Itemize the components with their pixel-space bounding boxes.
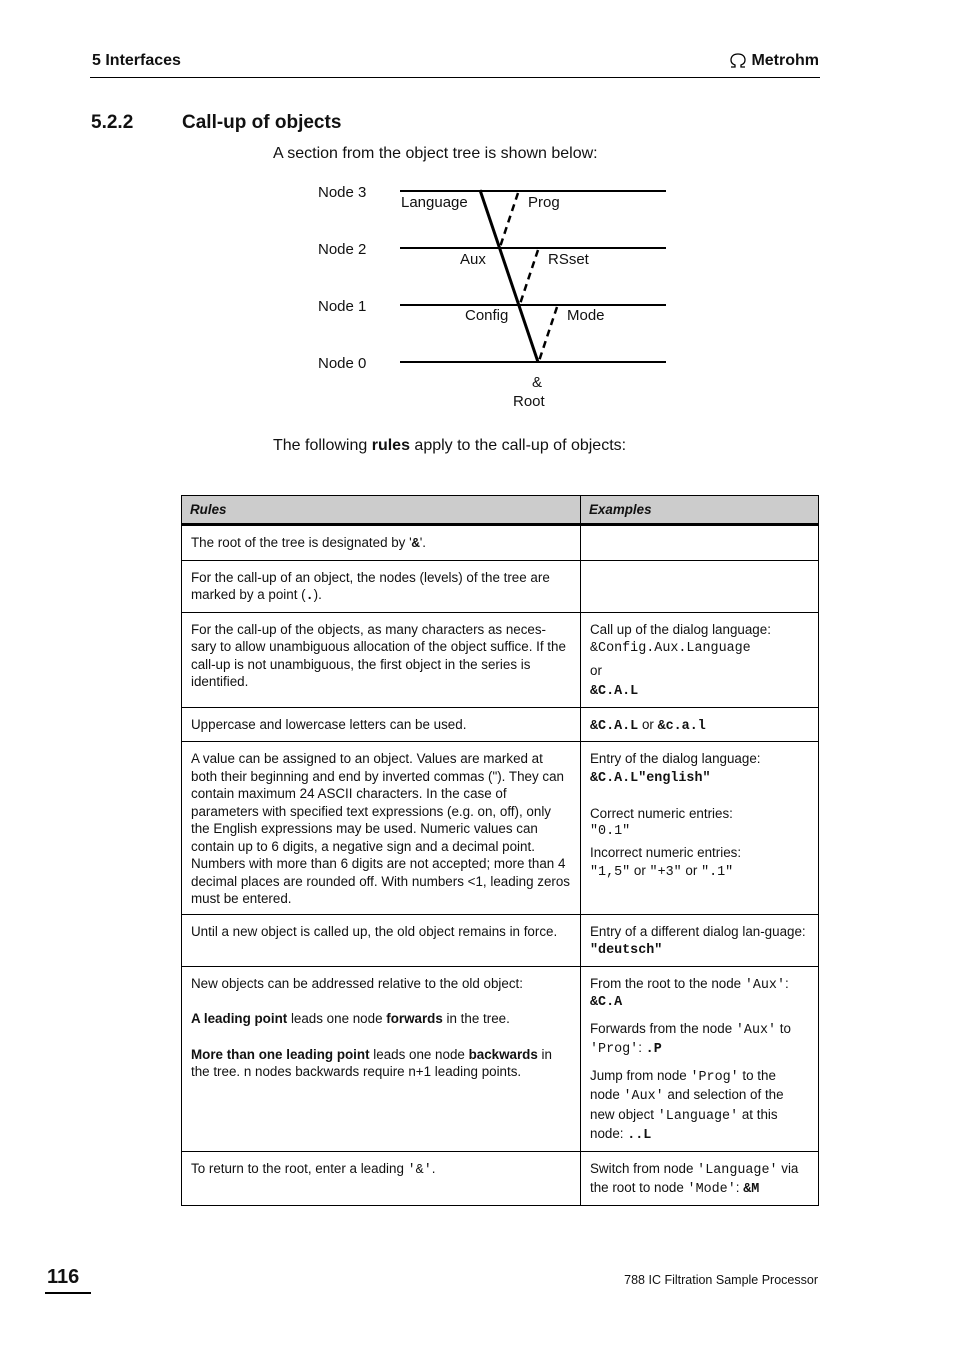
rule-bold: forwards — [386, 1011, 443, 1026]
example-cell — [581, 525, 819, 561]
rule-text: For the call-up of an object, the nodes (levels) of the tree are marked by a point ( — [191, 569, 550, 602]
example-text: : — [785, 975, 789, 991]
rule-cell: A value can be assigned to an object. Values are marked at both their beginning and end by inverted commas ("). They can contain maximum 24 ASCII characters. In the case of parameters with specified text expressions (e.g. on, off), only the English expressions may be used. Numeric values can contain up to 6 digits, a negative sign and a decimal point. Numbers with more than 6 digits are not accepted; more than 4 decimal places are rounded off. With numbers <1, leading zeros must be entered. — [182, 742, 581, 915]
code-text: 'Prog' — [590, 1042, 639, 1057]
example-text: via the root to node — [590, 1160, 799, 1195]
col-header-rules: Rules — [182, 496, 581, 525]
brand-name: Metrohm — [751, 52, 819, 69]
rule-cell: Uppercase and lowercase letters can be used. — [182, 707, 581, 742]
rule-cell — [182, 1151, 581, 1205]
table-row — [182, 560, 819, 612]
node-1-label: Node 1 — [318, 298, 367, 315]
table-row — [182, 1151, 819, 1205]
rule-cell — [182, 560, 581, 612]
code-text: &M — [743, 1182, 760, 1197]
rule-cell — [182, 966, 581, 1151]
code-text: &C.A — [590, 995, 623, 1010]
rule-cell: For the call-up of the objects, as many characters as neces-sary to allow unambiguous allocation of the object suffice. If the call-up is not unambiguous, the first object in the series is identified. — [182, 612, 581, 707]
code-text: "deutsch" — [590, 943, 663, 958]
rules-intro-post: apply to the call-up of objects: — [409, 437, 627, 454]
rules-intro-bold: rules — [371, 437, 410, 454]
table-header-row — [182, 496, 819, 525]
chapter-header: 5 Interfaces — [92, 52, 181, 69]
table-row — [182, 966, 819, 1151]
example-text: : — [638, 1040, 646, 1055]
code-text: 'Aux' — [623, 1089, 664, 1104]
example-text: at this node: — [590, 1106, 778, 1141]
tree-root-symbol: & — [532, 374, 543, 391]
tree-root: Root — [513, 393, 545, 410]
tree-aux: Aux — [460, 251, 486, 268]
code-text: .P — [645, 1042, 662, 1057]
code-text: &C.A.L — [590, 718, 639, 734]
rule-text: in the tree. — [442, 1011, 510, 1026]
example-text: From the root to the node — [590, 975, 745, 991]
rule-text: '. — [419, 535, 426, 550]
code-text: '&' — [407, 1162, 432, 1178]
table-row — [182, 525, 819, 561]
section-number: 5.2.2 — [91, 112, 134, 133]
section-title: Call-up of objects — [182, 112, 342, 133]
example-text: or — [638, 716, 658, 732]
header-rule — [90, 77, 820, 78]
rule-text: . — [431, 1160, 436, 1176]
example-cell — [581, 612, 819, 707]
code-text: 'Prog' — [690, 1069, 739, 1085]
example-text: to — [776, 1020, 791, 1036]
example-text: and selection of the new object — [590, 1087, 784, 1122]
code-text: . — [305, 589, 314, 604]
example-text: Switch from node — [590, 1160, 698, 1176]
example-line — [590, 1067, 809, 1145]
example-cell — [581, 742, 819, 915]
table-row — [182, 707, 819, 742]
rule-text: To return to the root, enter a leading — [191, 1160, 408, 1176]
tree-prog: Prog — [528, 194, 560, 211]
code-text: & — [411, 537, 420, 552]
rule-text: leads one node — [369, 1046, 469, 1062]
code-text: 'Mode' — [687, 1182, 736, 1197]
brand-logo — [729, 52, 819, 70]
rule-line — [191, 1046, 571, 1081]
code-text: "0.1" — [590, 823, 631, 839]
rule-line — [191, 1010, 571, 1028]
code-text: 'Aux' — [735, 1022, 777, 1038]
example-line — [590, 975, 809, 995]
node-2-label: Node 2 — [318, 241, 367, 258]
example-line — [590, 862, 809, 882]
example-cell — [581, 914, 819, 966]
table-row — [182, 914, 819, 966]
code-text: 'Aux' — [744, 977, 786, 993]
rule-bold: backwards — [468, 1046, 538, 1062]
page-number: 116 — [47, 1266, 80, 1288]
example-cell — [581, 707, 819, 742]
example-text: or — [590, 662, 602, 678]
code-text: 'Language' — [657, 1108, 739, 1124]
example-line — [590, 1020, 809, 1059]
tree-branches — [300, 175, 700, 420]
tree-config: Config — [465, 307, 509, 324]
example-text: Correct numeric entries: — [590, 806, 733, 821]
code-text: &Config.Aux.Language — [590, 641, 751, 656]
example-text: Jump from node — [590, 1067, 691, 1083]
page-number-rule — [45, 1292, 91, 1294]
example-cell — [581, 966, 819, 1151]
example-text: or — [681, 862, 702, 878]
rule-text: The root of the tree is designated by ' — [191, 535, 412, 550]
code-text: ".1" — [701, 864, 734, 880]
tree-language: Language — [401, 194, 468, 211]
intro-text: A section from the object tree is shown below: — [273, 145, 598, 162]
example-text: Entry of the dialog language: — [590, 751, 761, 766]
rules-intro-text — [273, 437, 626, 455]
example-cell — [581, 1151, 819, 1205]
code-text: "1,5" — [590, 864, 631, 880]
example-text: to the node — [590, 1067, 776, 1102]
example-text: Entry of a different dialog lan-guage: — [590, 923, 806, 939]
rule-text: New objects can be addressed relative to the old object: — [191, 975, 523, 991]
code-text: "+3" — [649, 864, 682, 880]
code-text: &c.a.l — [657, 718, 706, 734]
node-3-label: Node 3 — [318, 184, 367, 201]
rules-table — [181, 495, 819, 1206]
omega-logo-icon — [729, 53, 747, 69]
code-text: &C.A.L — [590, 684, 639, 699]
code-text: 'Language' — [697, 1162, 778, 1178]
rules-intro-pre: The following — [273, 437, 372, 454]
example-text: or — [630, 862, 650, 878]
node-0-label: Node 0 — [318, 355, 367, 372]
rule-bold: A leading point — [191, 1011, 288, 1026]
example-text: : — [735, 1180, 744, 1195]
rule-text: in the tree. n nodes backwards require n+1 leading points. — [191, 1046, 552, 1079]
table-row — [182, 742, 819, 915]
footer-product: 788 IC Filtration Sample Processor — [624, 1273, 818, 1287]
tree-rsset: RSset — [548, 251, 589, 268]
code-text: ..L — [627, 1128, 652, 1143]
rule-cell — [182, 525, 581, 561]
code-text: &C.A.L"english" — [590, 770, 711, 786]
tree-mode: Mode — [567, 307, 605, 324]
example-text: Call up of the dialog language: — [590, 621, 771, 637]
rule-text: leads one node — [287, 1011, 387, 1026]
rule-bold: More than one leading point — [191, 1046, 370, 1062]
rule-text: ). — [313, 587, 322, 602]
rule-cell: Until a new object is called up, the old object remains in force. — [182, 914, 581, 966]
table-row — [182, 612, 819, 707]
example-cell — [581, 560, 819, 612]
col-header-examples: Examples — [581, 496, 819, 525]
example-text: Incorrect numeric entries: — [590, 845, 742, 860]
example-text: Forwards from the node — [590, 1020, 736, 1036]
object-tree-diagram — [300, 175, 700, 420]
